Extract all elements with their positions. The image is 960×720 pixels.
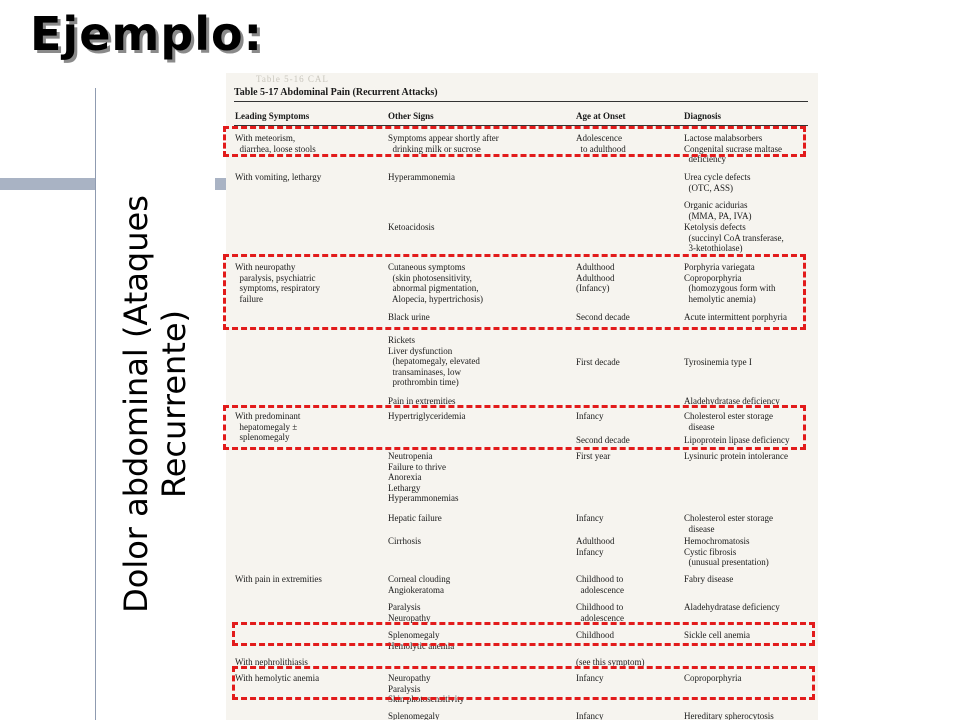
table-caption: Table 5-17 Abdominal Pain (Recurrent Attacks): [234, 87, 438, 98]
vertical-title-area: [96, 88, 214, 720]
accent-bar-left: [0, 178, 96, 190]
table-cell: Hepatic failure: [388, 513, 442, 523]
table-cell: Rickets Liver dysfunction (hepatomegaly, elevated transaminases, low prothrombin time): [388, 335, 480, 387]
header-other-signs: Other Signs: [388, 111, 434, 121]
table-cell: Fabry disease: [684, 574, 734, 584]
table-cell: Childhood to adolescence: [576, 574, 624, 595]
table-cell: Cholesterol ester storage disease: [684, 411, 773, 432]
table-cell: Cholesterol ester storage disease: [684, 513, 773, 534]
table-cell: Paralysis Neuropathy: [388, 602, 431, 623]
table-cell: Hyperammonemia: [388, 172, 455, 182]
table-cell: With neuropathy paralysis, psychiatric symptoms, respiratory failure: [235, 262, 320, 304]
table-cell: Adulthood Adulthood (Infancy): [576, 262, 615, 293]
table-cell: Ketoacidosis: [388, 222, 435, 232]
table-cell: With hemolytic anemia: [235, 673, 320, 683]
table-cell: Aladehydratase deficiency: [684, 602, 780, 612]
table-cell: Infancy: [576, 673, 604, 683]
header-age-at-onset: Age at Onset: [576, 111, 626, 121]
table-cell: Splenomegaly: [388, 711, 440, 720]
table-cell: Infancy: [576, 513, 604, 523]
table-cell: Symptoms appear shortly after drinking milk or sucrose: [388, 133, 499, 154]
table-cell: With nephrolithiasis: [235, 657, 308, 667]
table-cell: Corneal clouding Angiokeratoma: [388, 574, 451, 595]
bleed-through-text: Table 5-16 CAL: [256, 74, 329, 84]
table-cell: Organic acidurias (MMA, PA, IVA): [684, 200, 752, 221]
table-cell: Infancy: [576, 411, 604, 421]
header-diagnosis: Diagnosis: [684, 111, 722, 121]
table-cell: Adolescence to adulthood: [576, 133, 626, 154]
slide-title: Ejemplo:: [30, 7, 264, 61]
highlight-box-sickle-cell: [232, 622, 815, 646]
table-cell: Lactose malabsorbers Congenital sucrase maltase deficiency: [684, 133, 782, 164]
table-cell: First decade: [576, 357, 620, 367]
table-cell: Ketolysis defects (succinyl CoA transferase, 3-ketothiolase): [684, 222, 784, 253]
table-cell: Infancy: [576, 711, 604, 720]
table-cell: First year: [576, 451, 611, 461]
table-cell: Childhood to adolescence: [576, 602, 624, 623]
highlight-box-lactose: [223, 126, 806, 157]
table-cell: Porphyria variegata Coproporphyria (homozygous form with hemolytic anemia): [684, 262, 776, 304]
table-cell: Cutaneous symptoms (skin photosensitivity, abnormal pigmentation, Alopecia, hypertrichosis): [388, 262, 483, 304]
header-leading-symptoms: Leading Symptoms: [235, 111, 310, 121]
table-cell: Lipoprotein lipase deficiency: [684, 435, 790, 445]
table-cell: Second decade: [576, 312, 630, 322]
table-cell: Second decade: [576, 435, 630, 445]
table-cell: Aladehydratase deficiency: [684, 396, 780, 406]
table-cell: Splenomegaly Hemolytic anemia: [388, 630, 455, 651]
table-cell: Neutropenia Failure to thrive Anorexia Lethargy Hyperammonemias: [388, 451, 459, 503]
table-cell: Childhood: [576, 630, 615, 640]
table-cell: With meteorism, diarrhea, loose stools: [235, 133, 316, 154]
table-cell: Tyrosinemia type I: [684, 357, 752, 367]
table-cell: Lysinuric protein intolerance: [684, 451, 788, 461]
table-cell: Acute intermittent porphyria: [684, 312, 787, 322]
table-cell: With predominant hepatomegaly ± splenomegaly: [235, 411, 301, 442]
table-rule-top: [234, 101, 808, 102]
vertical-title: Dolor abdominal (Ataques Recurrente): [117, 195, 193, 613]
table-cell: With pain in extremities: [235, 574, 322, 584]
table-cell: Hemochromatosis Cystic fibrosis (unusual presentation): [684, 536, 769, 567]
table-cell: Adulthood Infancy: [576, 536, 615, 557]
table-cell: With vomiting, lethargy: [235, 172, 322, 182]
highlight-box-coproporphyria: [232, 666, 815, 700]
highlight-box-hepatomegaly: [223, 405, 806, 450]
table-cell: (see this symptom): [576, 657, 645, 667]
table-cell: Hypertriglyceridemia: [388, 411, 466, 421]
table-cell: Pain in extremities: [388, 396, 456, 406]
table-cell: Cirrhosis: [388, 536, 422, 546]
table-cell: Hereditary spherocytosis: [684, 711, 774, 720]
table-cell: Urea cycle defects (OTC, ASS): [684, 172, 751, 193]
highlight-box-porphyria: [223, 254, 806, 330]
table-cell: Coproporphyria: [684, 673, 742, 683]
table-cell: Black urine: [388, 312, 430, 322]
table-cell: Neuropathy Paralysis Skin photosensitivity: [388, 673, 465, 704]
table-cell: Sickle cell anemia: [684, 630, 750, 640]
